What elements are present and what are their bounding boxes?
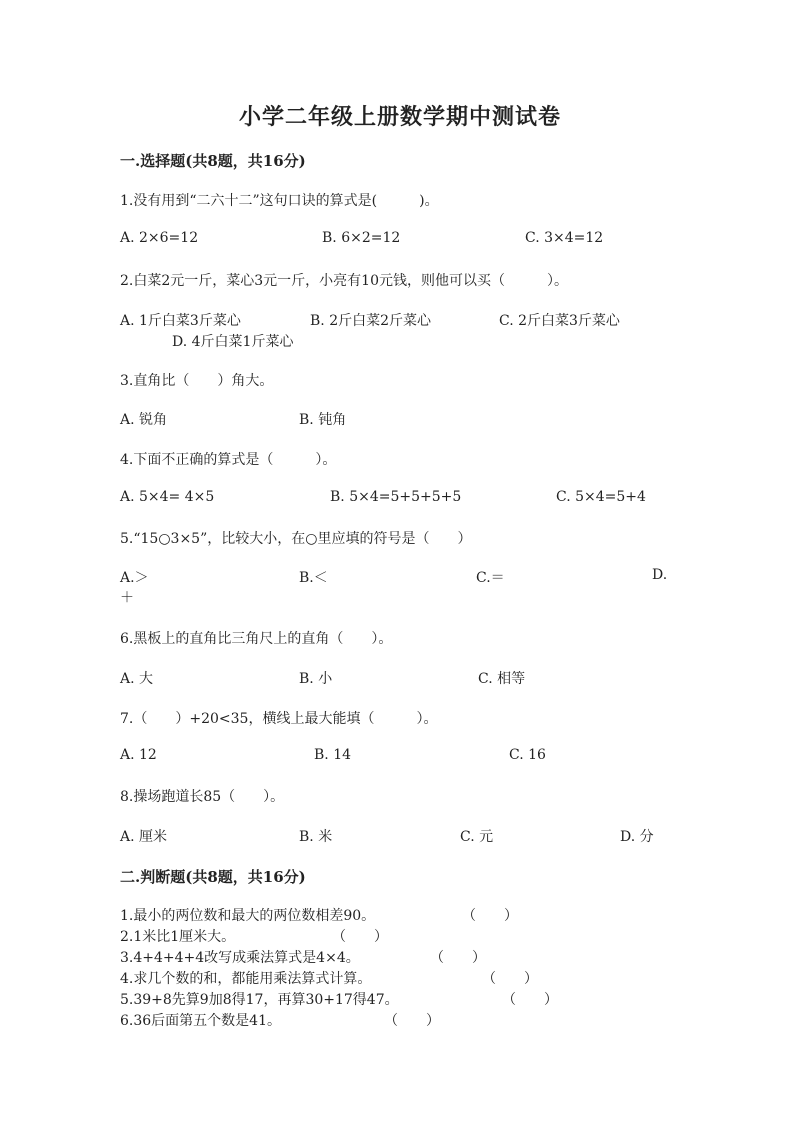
q8-option-b: B. 米	[299, 829, 333, 845]
question-6: 6.黑板上的直角比三角尺上的直角（ ）。	[120, 631, 393, 647]
judge-item-6-answer: （ ）	[384, 1013, 440, 1029]
q4-option-b: B. 5×4=5+5+5+5	[330, 489, 462, 505]
judge-item-4: 4.求几个数的和，都能用乘法算式计算。	[120, 971, 372, 987]
question-4: 4.下面不正确的算式是（ ）。	[120, 452, 337, 468]
judge-item-4-answer: （ ）	[482, 971, 538, 987]
judge-item-5-answer: （ ）	[502, 992, 558, 1008]
judge-item-3: 3.4+4+4+4改写成乘法算式是4×4。	[120, 950, 360, 966]
question-1: 1.没有用到“二六十二”这句口诀的算式是( )。	[120, 193, 439, 209]
question-3: 3.直角比（ ）角大。	[120, 373, 274, 389]
q3-option-a: A. 锐角	[120, 412, 168, 428]
section-1-heading: 一.选择题(共8题，共16分)	[120, 152, 306, 170]
q2-option-b: B. 2斤白菜2斤菜心	[310, 313, 432, 329]
q4-option-a: A. 5×4= 4×5	[120, 489, 215, 505]
judge-item-1: 1.最小的两位数和最大的两位数相差90。	[120, 908, 376, 924]
q2-option-c: C. 2斤白菜3斤菜心	[499, 313, 620, 329]
question-7: 7.（ ）+20<35，横线上最大能填（ ）。	[120, 711, 438, 727]
q5-option-b: B.＜	[299, 570, 328, 586]
q2-option-d: D. 4斤白菜1斤菜心	[172, 334, 294, 350]
q6-option-c: C. 相等	[478, 671, 526, 687]
question-5: 5.“15○3×5”，比较大小，在○里应填的符号是（ ）	[120, 531, 472, 547]
q7-option-b: B. 14	[314, 747, 352, 763]
q5-option-c: C.＝	[476, 570, 505, 586]
q6-option-b: B. 小	[299, 671, 333, 687]
q7-option-c: C. 16	[509, 747, 546, 763]
q7-option-a: A. 12	[120, 747, 157, 763]
q1-option-b: B. 6×2=12	[322, 230, 401, 246]
q8-option-a: A. 厘米	[120, 829, 168, 845]
judge-item-3-answer: （ ）	[430, 950, 486, 966]
judge-item-2: 2.1米比1厘米大。	[120, 929, 236, 945]
question-2: 2.白菜2元一斤，菜心3元一斤，小亮有10元钱，则他可以买（ ）。	[120, 273, 568, 289]
q5-option-a: A.＞	[120, 570, 149, 586]
judge-item-1-answer: （ ）	[462, 908, 518, 924]
q5-option-d: D.	[652, 567, 668, 583]
page-title: 小学二年级上册数学期中测试卷	[238, 104, 561, 130]
judge-item-6: 6.36后面第五个数是41。	[120, 1013, 281, 1029]
question-8: 8.操场跑道长85（ ）。	[120, 789, 285, 805]
q1-option-a: A. 2×6=12	[120, 230, 199, 246]
q3-option-b: B. 钝角	[299, 412, 347, 428]
q1-option-c: C. 3×4=12	[525, 230, 604, 246]
section-2-heading: 二.判断题(共8题，共16分)	[120, 868, 306, 886]
judge-item-5: 5.39+8先算9加8得17，再算30+17得47。	[120, 992, 399, 1008]
q4-option-c: C. 5×4=5+4	[556, 489, 646, 505]
q5-option-d-symbol: ＋	[120, 590, 134, 606]
q8-option-d: D. 分	[620, 829, 654, 845]
q2-option-a: A. 1斤白菜3斤菜心	[120, 313, 241, 329]
q8-option-c: C. 元	[460, 829, 494, 845]
q6-option-a: A. 大	[120, 671, 154, 687]
judge-item-2-answer: （ ）	[332, 929, 388, 945]
